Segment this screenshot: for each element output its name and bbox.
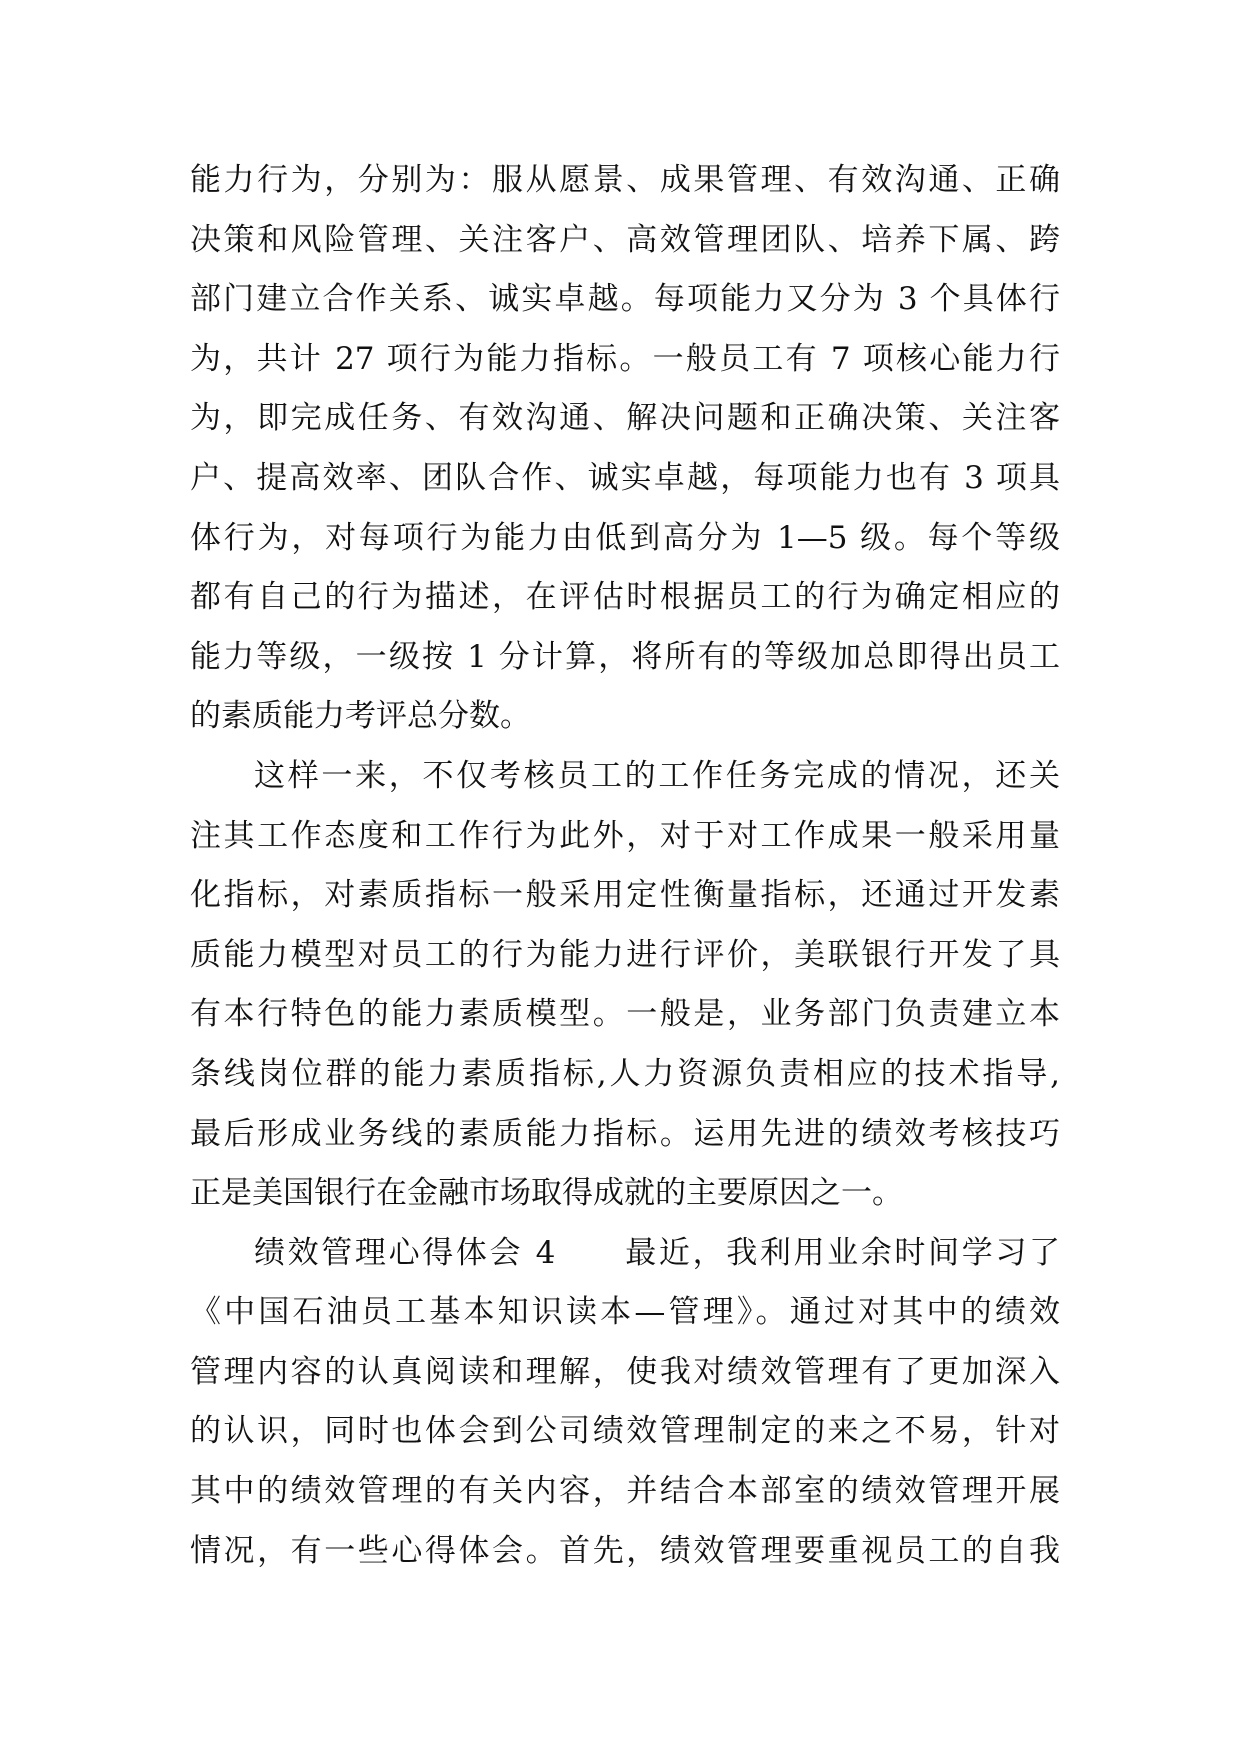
paragraph-2	[190, 747, 1060, 1224]
text-line: 情况，有一些心得体会。首先，绩效管理要重视员工的自我	[190, 1532, 1060, 1569]
text-line: 这样一来，不仅考核员工的工作任务完成的情况，还关	[254, 757, 1060, 794]
text-line: 《中国石油员工基本知识读本—管理》。通过对其中的绩效	[190, 1294, 1060, 1331]
text-line: 管理内容的认真阅读和理解，使我对绩效管理有了更加深入	[190, 1353, 1060, 1390]
text-line: 能力等级，一级按 1 分计算，将所有的等级加总即得出员工	[190, 638, 1060, 675]
text-line: 绩效管理心得体会 4 最近，我利用业余时间学习了	[254, 1234, 1060, 1271]
text-line: 的素质能力考评总分数。	[190, 698, 531, 735]
text-line: 部门建立合作关系、诚实卓越。每项能力又分为 3 个具体行	[190, 281, 1060, 318]
text-line: 的认识，同时也体会到公司绩效管理制定的来之不易，针对	[190, 1413, 1060, 1450]
paragraph-3	[190, 1224, 1060, 1582]
text-line: 能力行为，分别为：服从愿景、成果管理、有效沟通、正确	[190, 162, 1060, 198]
text-line: 条线岗位群的能力素质指标,人力资源负责相应的技术指导,	[190, 1055, 1060, 1092]
paragraph-1	[190, 151, 1060, 747]
text-line: 决策和风险管理、关注客户、高效管理团队、培养下属、跨	[190, 221, 1060, 258]
text-line: 最后形成业务线的素质能力指标。运用先进的绩效考核技巧	[190, 1115, 1060, 1152]
text-line: 都有自己的行为描述，在评估时根据员工的行为确定相应的	[190, 579, 1060, 616]
text-line: 其中的绩效管理的有关内容，并结合本部室的绩效管理开展	[190, 1473, 1060, 1510]
text-line: 为，即完成任务、有效沟通、解决问题和正确决策、关注客	[190, 400, 1060, 437]
text-line: 户、提高效率、团队合作、诚实卓越，每项能力也有 3 项具	[190, 459, 1060, 496]
text-line: 为，共计 27 项行为能力指标。一般员工有 7 项核心能力行	[190, 340, 1060, 377]
text-line: 正是美国银行在金融市场取得成就的主要原因之一。	[190, 1175, 903, 1212]
text-line: 化指标，对素质指标一般采用定性衡量指标，还通过开发素	[190, 877, 1060, 914]
text-line: 注其工作态度和工作行为此外，对于对工作成果一般采用量	[190, 817, 1060, 854]
text-line: 体行为，对每项行为能力由低到高分为 1—5 级。每个等级	[190, 519, 1060, 556]
text-line: 质能力模型对员工的行为能力进行评价，美联银行开发了具	[190, 936, 1060, 973]
body-text	[190, 151, 1060, 1581]
text-line: 有本行特色的能力素质模型。一般是，业务部门负责建立本	[190, 996, 1060, 1033]
